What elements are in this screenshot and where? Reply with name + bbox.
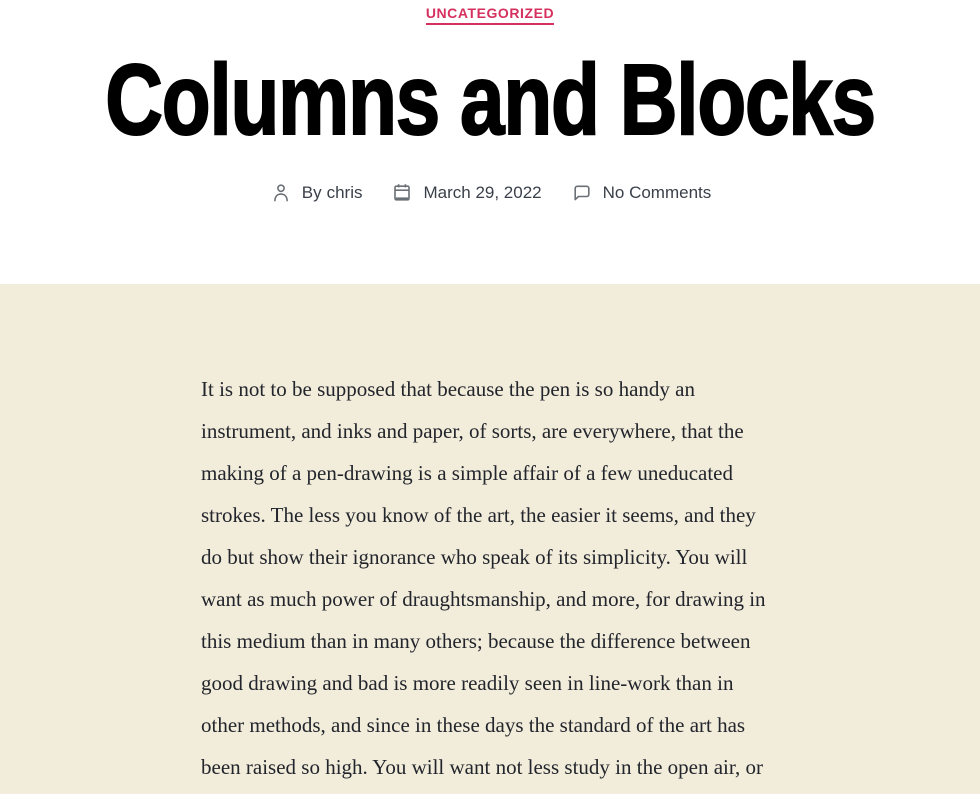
post-title: Columns and Blocks	[105, 44, 875, 156]
entry-content	[201, 284, 779, 788]
calendar-icon	[390, 181, 414, 205]
author-prefix: By	[301, 183, 322, 202]
meta-date	[390, 181, 541, 205]
author-link[interactable]: chris	[326, 183, 363, 202]
body-paragraph: It is not to be supposed that because the pen is so handy an instrument, and inks and paper, of sorts, are everywhere, that the making of a pen-drawing is a simple affair of a few uneducated strokes. The less you know of the art, the easier it seems, and they do but show their ignorance who speak of its simplicity. You will want as much power of draughtsmanship, and more, for drawing in this medium than in many others; because the difference between good drawing and bad is more readily seen in line-work than in other methods, and since in these days the standard of the art has been raised so high. You will want not less study in the open air, or	[201, 377, 766, 779]
person-icon	[269, 181, 293, 205]
comment-bubble-icon	[570, 181, 594, 205]
category-link[interactable]: UNCATEGORIZED	[426, 5, 554, 25]
post-header	[0, 0, 980, 284]
post-date-link[interactable]: March 29, 2022	[423, 183, 542, 202]
meta-comments	[570, 181, 712, 205]
meta-author	[269, 181, 363, 205]
author-text	[302, 183, 363, 203]
post-content-section	[0, 284, 980, 794]
comments-link[interactable]: No Comments	[602, 183, 712, 202]
post-meta	[269, 181, 712, 205]
